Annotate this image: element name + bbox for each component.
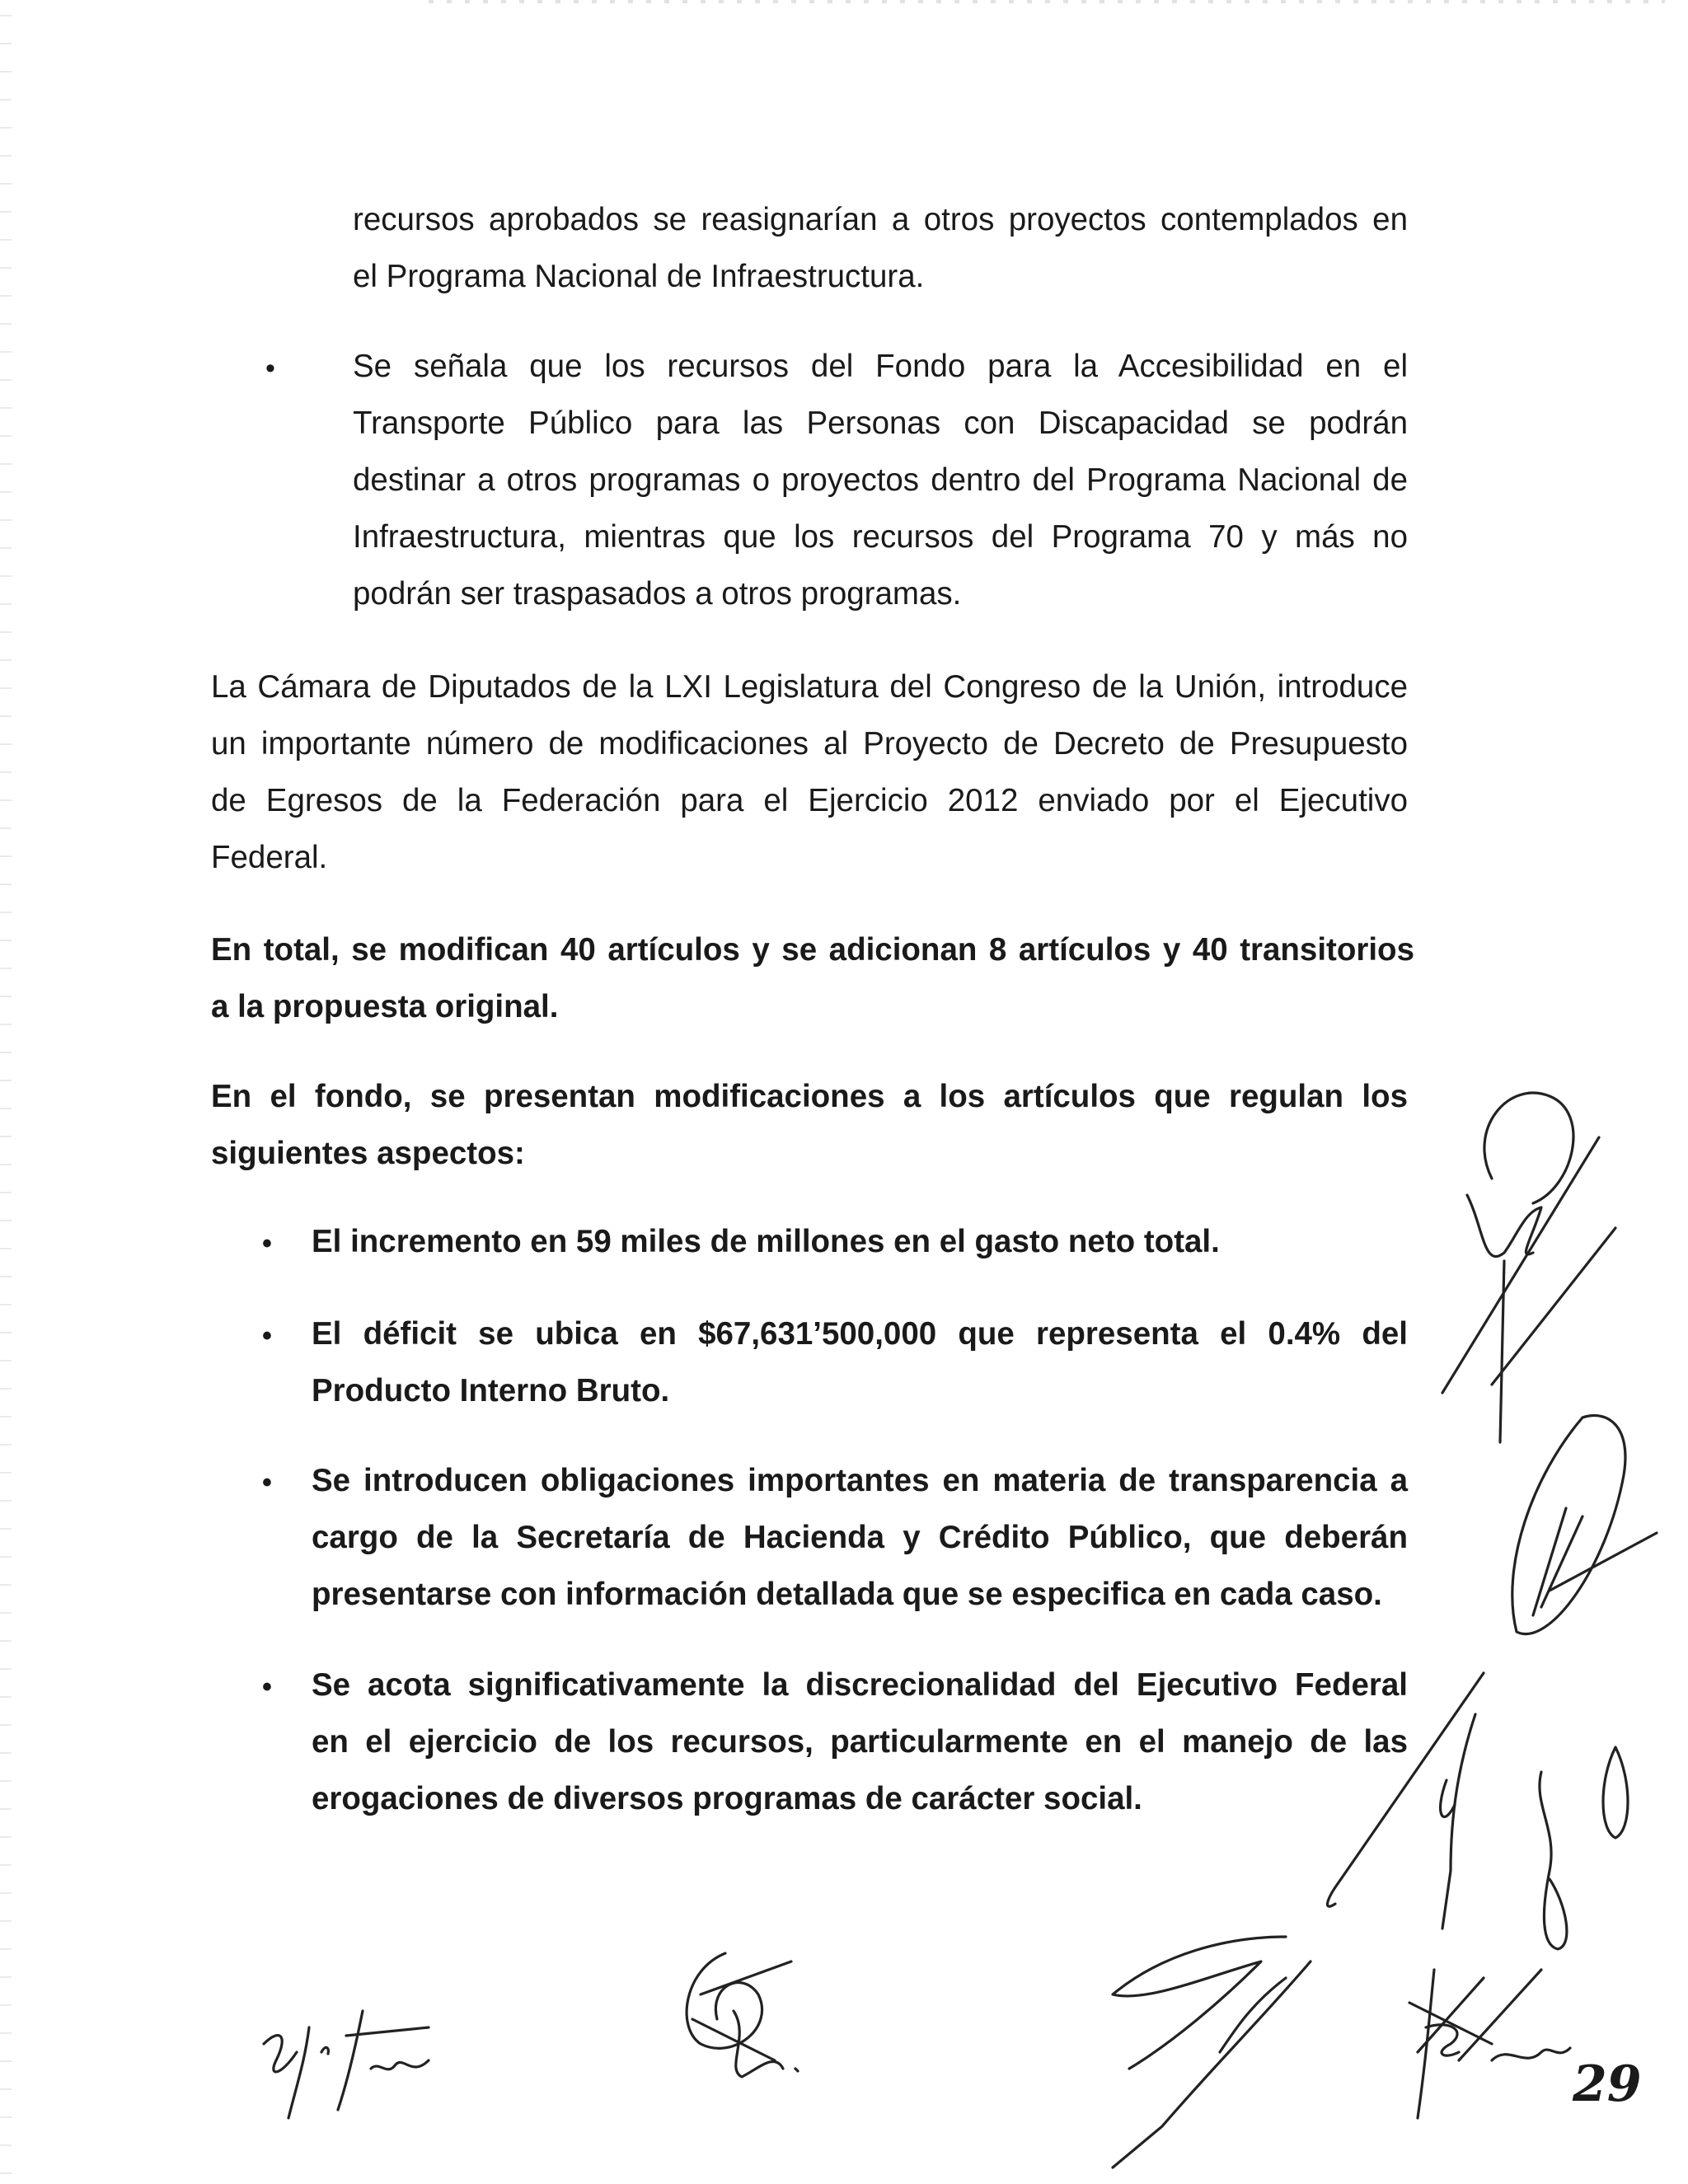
bullet-paragraph: Se señala que los recursos del Fondo para la Accesibilidad en el Transporte Público para las Personas con Discapacidad se podrán destinar a otros programas o proyectos dentro del Programa Nacional de Infraestructura, mientras que los recursos del Programa 70 y más no podrán ser traspasados a otros programas. bbox=[353, 349, 1408, 612]
paragraph-aspects-intro: En el fondo, se presentan modificaciones a los artículos que regulan los siguientes aspectos: bbox=[211, 1079, 1408, 1171]
signature-bottom-4 bbox=[1393, 1953, 1599, 2135]
paragraph-total-modifications: En total, se modifican 40 artículos y se adicionan 8 artículos y 40 transitorios a la propuesta original. bbox=[211, 932, 1414, 1024]
signature-bottom-2 bbox=[651, 1937, 824, 2093]
aspect-item: Se introducen obligaciones importantes en materia de transparencia a cargo de la Secretaría de Hacienda y Crédito Público, que deberán presentarse con información detallada que se especifica en cada caso. bbox=[312, 1463, 1408, 1612]
scan-edge-artifact bbox=[429, 0, 1665, 3]
bullet-marker: • bbox=[262, 1228, 272, 1259]
signature-bottom-3 bbox=[1096, 1920, 1343, 2168]
signature-bottom-1 bbox=[231, 1961, 462, 2126]
paragraph-camara: La Cámara de Diputados de la LXI Legislatura del Congreso de la Unión, introduce un importante número de modificaciones al Proyecto de Decreto de Presupuesto de Egresos de la Federación para el Ejercicio 2012 enviado por el Ejecutivo Federal. bbox=[211, 669, 1408, 875]
aspect-item: Se acota significativamente la discrecionalidad del Ejecutivo Federal en el ejercicio de los recursos, particularmente en el manejo de las erogaciones de diversos programas de carácter social. bbox=[312, 1667, 1408, 1816]
aspect-item: El déficit se ubica en $67,631’500,000 que representa el 0.4% del Producto Interno Bruto. bbox=[312, 1316, 1408, 1408]
paragraph-continuation: recursos aprobados se reasignarían a otros proyectos contemplados en el Programa Nacional de Infraestructura. bbox=[353, 202, 1408, 294]
signature-margin-1 bbox=[1434, 1063, 1624, 1459]
bullet-marker: • bbox=[265, 353, 275, 384]
bullet-marker: • bbox=[262, 1671, 272, 1703]
bullet-marker: • bbox=[262, 1320, 272, 1352]
page-number: 29 bbox=[1573, 2055, 1642, 2113]
scan-edge-artifact bbox=[0, 0, 12, 2184]
signature-margin-3 bbox=[1286, 1665, 1673, 1970]
aspect-item: El incremento en 59 miles de millones en el gasto neto total. bbox=[312, 1224, 1220, 1259]
bullet-marker: • bbox=[262, 1467, 272, 1498]
signature-margin-2 bbox=[1484, 1401, 1673, 1665]
